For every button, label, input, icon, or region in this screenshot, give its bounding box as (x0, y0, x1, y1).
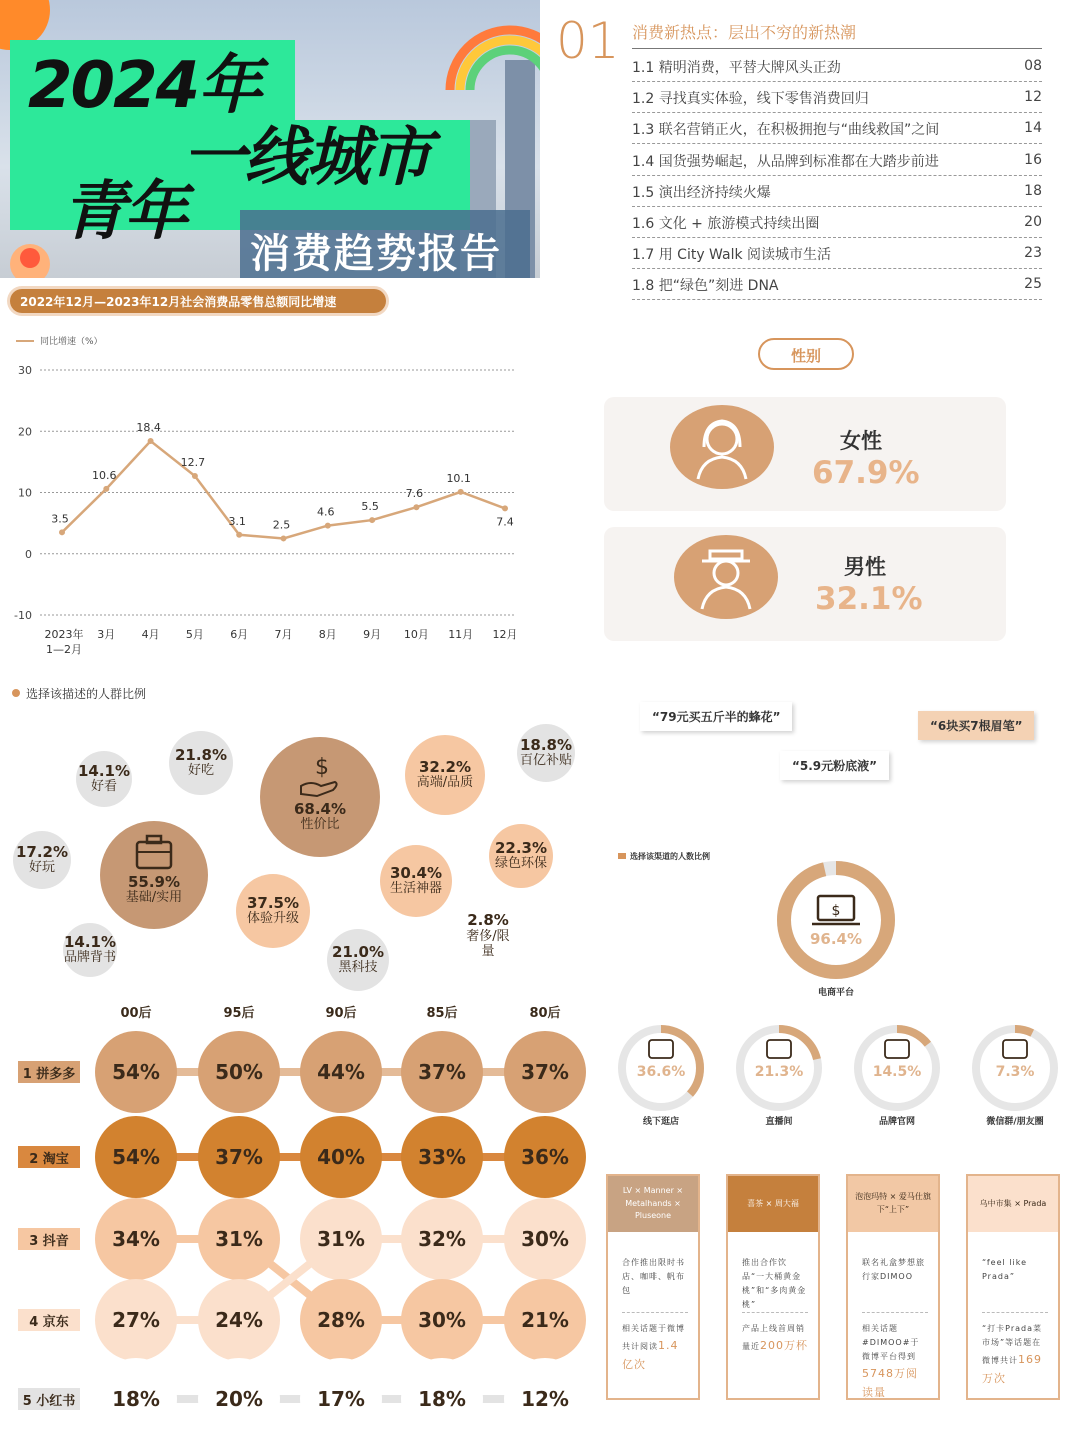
briefcase-icon (134, 832, 174, 872)
matrix-cell: 34% (95, 1198, 177, 1280)
x-tick-label: 9月 (363, 628, 382, 641)
data-point (103, 486, 109, 492)
bubble-value: 22.3% (494, 838, 548, 857)
bubble-label: 好吃 (187, 763, 214, 779)
toc-item-label: 1.1 精明消费，平替大牌风头正劲 (632, 60, 841, 76)
collab-card-divider (742, 1312, 808, 1313)
bubble-value: 14.1% (77, 761, 131, 780)
y-tick-label: 30 (18, 364, 32, 377)
toc-item-page: 23 (1024, 245, 1042, 262)
collab-card (846, 1174, 940, 1400)
matrix-cell: 54% (95, 1031, 177, 1113)
bubble-value: 2.8% (467, 911, 509, 930)
matrix-cell: 33% (401, 1116, 483, 1198)
matrix-cell: 36% (504, 1116, 586, 1198)
line-chart-legend: 同比增速（%） (40, 337, 103, 347)
cover-image (0, 0, 540, 278)
data-label: 3.1 (228, 514, 246, 528)
column-header: 85后 (426, 1006, 458, 1021)
collab-card-header: 泡泡玛特 × 爱马仕旗下“上下” (848, 1176, 938, 1232)
channel-legend-swatch (618, 853, 626, 859)
toc-item-label: 1.5 演出经济持续火爆 (632, 184, 771, 201)
bubble-label: 黑科技 (338, 960, 378, 976)
gender-pill-label: 性别 (790, 347, 821, 365)
quote-tag-2: “6块买7根眉笔” (918, 711, 1034, 740)
y-tick-label: -10 (14, 609, 32, 622)
toc-item-page: 08 (1024, 58, 1042, 74)
bubble-value: 68.4% (293, 799, 347, 818)
matrix-cell: 27% (95, 1279, 177, 1361)
x-tick-label: 11月 (448, 628, 474, 641)
data-point (281, 535, 287, 541)
bubble-label: 生活神器 (389, 881, 442, 897)
donut-value: 96.4% (809, 930, 863, 948)
donut-value: 21.3% (754, 1064, 804, 1080)
matrix-cell: 54% (95, 1116, 177, 1198)
bubble (405, 735, 485, 815)
bubble (489, 824, 553, 888)
bubble (380, 845, 452, 917)
data-label: 2.5 (272, 518, 291, 532)
x-tick-label: 8月 (318, 628, 337, 641)
data-label: 5.5 (361, 500, 379, 514)
bubble-label: 基础/实用 (125, 890, 183, 906)
data-point (369, 517, 375, 523)
rainbow-icon (440, 0, 540, 90)
gender-pill (758, 338, 854, 370)
collab-card-stat-text: 相关话题于微博共计阅读 (622, 1324, 685, 1351)
bubble-value: 21.8% (174, 745, 228, 764)
y-tick-label: 20 (18, 425, 32, 439)
toc-item (632, 269, 1042, 300)
female-card (604, 397, 1006, 511)
row-label: 2 淘宝 (18, 1146, 80, 1168)
matrix-cell: 24% (198, 1279, 280, 1361)
channel-donut-chart (600, 860, 1080, 1130)
toc-divider (632, 48, 1042, 49)
bubble (76, 751, 132, 807)
collab-card-stat-value: 200万杯 (760, 1339, 808, 1352)
collab-card-stat-text: 相关话题#DIMOO#于微博平台得到 (862, 1324, 920, 1361)
collab-card (606, 1174, 700, 1400)
female-avatar-icon (670, 403, 774, 491)
male-avatar-icon (674, 533, 778, 621)
bubble-label: 品牌背书 (63, 950, 116, 966)
x-tick-label: 12月 (492, 628, 518, 641)
x-tick-label: 2023年 (44, 628, 84, 641)
collab-card-divider (622, 1312, 688, 1313)
toc-item-page: 25 (1024, 276, 1042, 293)
data-label: 7.6 (405, 487, 424, 501)
matrix-cell: 37% (401, 1031, 483, 1113)
data-point (148, 438, 154, 444)
money-hand-icon (295, 752, 345, 802)
female-value: 67.9% (812, 455, 920, 491)
y-tick-label: 10 (18, 486, 32, 500)
bubble-label: 绿色环保 (494, 856, 547, 872)
matrix-cell: 37% (504, 1031, 586, 1113)
cover-subtitle: 消费趋势报告 (250, 231, 502, 277)
bubble-label: 好看 (90, 779, 117, 795)
data-point (458, 489, 464, 495)
data-point (502, 505, 508, 511)
toc-item-label: 1.2 寻找真实体验，线下零售消费回归 (632, 91, 869, 108)
bubble-value: 17.2% (15, 842, 69, 861)
collab-card-header: LV × Manner × Metalhands × Pluseone (608, 1176, 698, 1232)
line-chart-title-pill (10, 289, 386, 313)
toc-item-label: 1.8 把“绿色”刻进 DNA (632, 278, 779, 295)
matrix-cell: 30% (401, 1279, 483, 1361)
toc-heading: 消费新热点：层出不穷的新热潮 (632, 23, 857, 42)
matrix-cell: 32% (401, 1198, 483, 1280)
donut-label: 直播间 (765, 1117, 793, 1127)
matrix-cell: 20% (198, 1358, 280, 1440)
cover-title-city: 一线城市 (182, 121, 430, 195)
toc-item (632, 82, 1042, 113)
female-label: 女性 (840, 429, 882, 453)
bubble-value: 37.5% (246, 893, 300, 912)
x-tick-label: 6月 (230, 628, 249, 641)
collab-card-body: 联名礼盒梦想旅行家DIMOO (862, 1258, 925, 1281)
data-point (413, 504, 419, 510)
bubble-label: 百亿补贴 (519, 753, 572, 769)
bubble-value: 18.8% (519, 735, 573, 754)
matrix-cell: 30% (504, 1198, 586, 1280)
data-label: 18.4 (136, 421, 161, 435)
column-header: 80后 (529, 1006, 561, 1021)
line-chart-title: 2022年12月—2023年12月社会消费品零售总额同比增速 (20, 295, 337, 309)
data-label: 4.6 (317, 505, 335, 519)
data-point (236, 532, 242, 538)
collab-card-stat-value: 5748万阅读量 (862, 1367, 918, 1400)
svg-text:$: $ (315, 755, 329, 780)
column-header: 95后 (223, 1006, 255, 1021)
collab-card-body: 合作推出限时书店、咖啡、帆布包 (622, 1258, 685, 1295)
toc-item-label: 1.7 用 City Walk 阅读城市生活 (632, 247, 832, 264)
dollar-icon: $ (831, 903, 841, 919)
collab-card-stat-value: 1.4亿次 (622, 1339, 679, 1372)
collab-card-stat-text: 产品上线首周销量近 (742, 1324, 805, 1351)
bubble (169, 731, 233, 795)
toc-item-label: 1.6 文化 + 旅游模式持续出圈 (632, 216, 820, 232)
column-header: 00后 (120, 1006, 152, 1021)
bubble-label: 好玩 (28, 860, 55, 876)
toc-item (632, 238, 1042, 269)
matrix-cell: 44% (300, 1031, 382, 1113)
x-tick-label: 4月 (141, 628, 160, 641)
data-label: 12.7 (180, 455, 206, 469)
row-label: 1 拼多多 (18, 1061, 80, 1083)
bubble-value: 14.1% (63, 932, 117, 951)
bubble-label: 性价比 (300, 817, 340, 833)
y-tick-label: 0 (25, 547, 32, 561)
male-label: 男性 (844, 555, 886, 579)
data-label: 10.1 (446, 471, 471, 485)
donut-value: 7.3% (995, 1064, 1035, 1080)
quote-tag-3: “5.9元粉底液” (780, 751, 889, 780)
data-point (325, 523, 331, 529)
bubble-label: 体验升级 (246, 911, 299, 927)
x-tick-label: 10月 (403, 628, 429, 641)
toc-item-label: 1.3 联名营销正火，在积极拥抱与“曲线救国”之间 (632, 122, 940, 139)
toc-item-page: 18 (1024, 182, 1042, 199)
male-value: 32.1% (815, 581, 923, 617)
x-tick-label: 5月 (185, 628, 204, 641)
collab-card-stat-text: “打卡Prada菜市场”等话题在微博共计 (982, 1324, 1042, 1365)
donut-label: 电商平台 (817, 988, 855, 998)
matrix-cell: 21% (504, 1279, 586, 1361)
matrix-cell: 31% (300, 1198, 382, 1280)
collab-card-stat-block (622, 1322, 688, 1375)
bubble (460, 908, 516, 964)
bubble (236, 874, 310, 948)
website-icon (885, 1040, 909, 1058)
donut-value: 36.6% (636, 1064, 686, 1080)
bubble (517, 724, 575, 782)
bubble (327, 929, 389, 991)
matrix-cell: 31% (198, 1198, 280, 1280)
cover-title-year: 2024年 (28, 49, 261, 123)
bubble-value: 32.2% (418, 757, 472, 776)
collab-card-body: “feel like Prada” (982, 1258, 1027, 1281)
data-point (192, 473, 198, 479)
matrix-cell: 17% (300, 1358, 382, 1440)
donut-label: 线下逛店 (642, 1117, 680, 1127)
section-number: 01 (556, 12, 620, 70)
collab-card-body: 推出合作饮品“一大桶黄金桃”和“多肉黄金桃” (742, 1258, 807, 1309)
bubble (13, 831, 71, 889)
collab-card-header: 乌中市集 × Prada (968, 1176, 1058, 1232)
collab-card-divider (982, 1312, 1048, 1313)
toc-item (632, 51, 1042, 82)
bubble-value: 30.4% (389, 863, 443, 882)
toc-item-page: 12 (1024, 89, 1042, 106)
line-chart (0, 350, 540, 660)
live-tv-icon (767, 1040, 791, 1058)
bubble-value: 21.0% (331, 942, 385, 961)
row-label: 4 京东 (18, 1309, 80, 1331)
matrix-cell: 12% (504, 1358, 586, 1440)
collab-card-header: 喜茶 × 周大福 (728, 1176, 818, 1232)
cover-title-youth: 青年 (62, 175, 186, 249)
matrix-cell: 18% (95, 1358, 177, 1440)
donut-label: 品牌官网 (878, 1117, 916, 1127)
channel-chart-title: 选择该渠道的人数比例 (630, 852, 710, 861)
male-card (604, 527, 1006, 641)
cartoon-figure-icon (0, 236, 60, 278)
toc-item-label: 1.4 国货强势崛起，从品牌到标准都在大踏步前进 (632, 153, 939, 170)
chat-icon (1003, 1040, 1027, 1058)
bubble-label: 奢侈/限量 (466, 928, 510, 959)
collab-card (726, 1174, 820, 1400)
collab-card-stat-value: 169万次 (982, 1353, 1042, 1386)
collab-card (966, 1174, 1060, 1400)
donut-value: 14.5% (872, 1064, 922, 1080)
quote-tag-1: “79元买五斤半的蜂花” (640, 702, 792, 731)
bubble (63, 923, 117, 977)
toc-item-page: 16 (1024, 151, 1042, 168)
donut-label: 微信群/朋友圈 (986, 1117, 1044, 1127)
row-label: 5 小红书 (18, 1388, 80, 1410)
matrix-cell: 40% (300, 1116, 382, 1198)
toc-item-page: 20 (1024, 214, 1042, 230)
matrix-cell: 50% (198, 1031, 280, 1113)
toc-item (632, 176, 1042, 207)
bubble-label: 高端/品质 (416, 775, 474, 791)
bubble-value: 55.9% (127, 872, 181, 891)
toc-item (632, 113, 1042, 144)
collab-card-stat-block (742, 1322, 808, 1355)
column-header: 90后 (325, 1006, 357, 1021)
row-label: 3 抖音 (18, 1228, 80, 1250)
matrix-cell: 28% (300, 1279, 382, 1361)
x-tick-label: 3月 (97, 628, 116, 641)
legend-swatch (16, 340, 34, 342)
bubble-chart-title: 选择该描述的人群比例 (26, 687, 147, 701)
matrix-cell: 18% (401, 1358, 483, 1440)
toc-item-page: 14 (1024, 120, 1042, 137)
collab-card-stat-block (862, 1322, 928, 1403)
store-icon (649, 1040, 673, 1058)
toc-item (632, 145, 1042, 176)
bubble-legend-dot (12, 689, 20, 697)
x-tick-label: 1—2月 (46, 643, 82, 656)
data-label: 10.6 (92, 468, 117, 482)
toc-item (632, 207, 1042, 238)
collab-card-divider (862, 1312, 928, 1313)
data-label: 7.4 (496, 515, 514, 529)
x-tick-label: 7月 (274, 628, 293, 641)
data-point (59, 529, 65, 535)
collab-card-stat-block (982, 1322, 1048, 1389)
data-label: 3.5 (51, 512, 69, 526)
matrix-cell: 37% (198, 1116, 280, 1198)
